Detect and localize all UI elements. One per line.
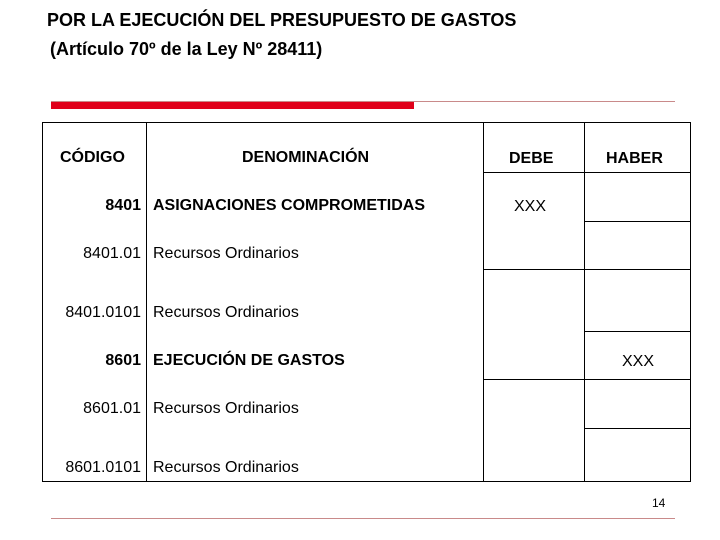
row-haber: XXX <box>622 353 655 370</box>
row-name: Recursos Ordinarios <box>153 304 299 321</box>
page-number: 14 <box>652 496 666 510</box>
row-code: 8401 <box>105 197 141 214</box>
row-code: 8601.0101 <box>65 459 141 476</box>
page-subtitle: (Artículo 70º de la Ley Nº 28411) <box>50 39 323 59</box>
header-codigo: CÓDIGO <box>60 149 125 166</box>
row-divider <box>483 269 690 270</box>
row-divider <box>584 221 690 222</box>
row-code: 8401.0101 <box>65 304 141 321</box>
col-divider-code <box>146 123 147 481</box>
row-code: 8601.01 <box>83 400 141 417</box>
header-denominacion: DENOMINACIÓN <box>242 149 370 166</box>
row-debe: XXX <box>514 198 547 215</box>
row-divider <box>584 331 690 332</box>
title-accent-bar <box>51 102 414 109</box>
row-code: 8601 <box>105 352 141 369</box>
row-name: Recursos Ordinarios <box>153 400 299 417</box>
row-name: ASIGNACIONES COMPROMETIDAS <box>153 197 426 214</box>
page-title: POR LA EJECUCIÓN DEL PRESUPUESTO DE GASTOS <box>47 10 517 30</box>
row-divider <box>483 172 690 173</box>
header-haber: HABER <box>606 150 663 167</box>
header-debe: DEBE <box>509 150 554 167</box>
row-name: Recursos Ordinarios <box>153 459 299 476</box>
row-divider <box>483 379 690 380</box>
row-divider <box>584 428 690 429</box>
col-divider-name <box>483 123 484 481</box>
row-name: EJECUCIÓN DE GASTOS <box>153 352 345 369</box>
ledger-table <box>42 122 691 482</box>
row-code: 8401.01 <box>83 245 141 262</box>
footer-rule <box>51 518 675 519</box>
row-name: Recursos Ordinarios <box>153 245 299 262</box>
